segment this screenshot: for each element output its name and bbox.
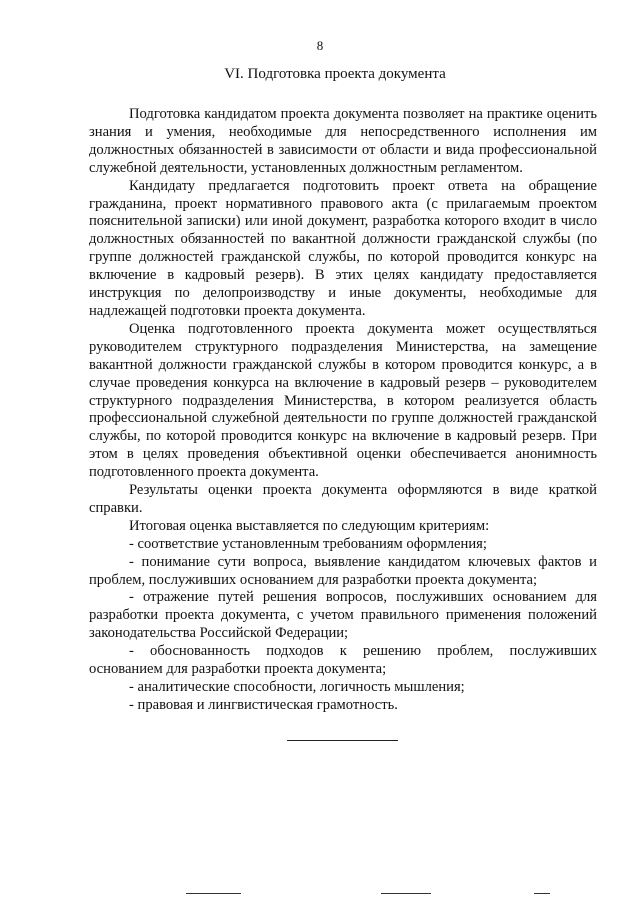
criterion-3: - отражение путей решения вопросов, послуживших основанием для разработки проекта документа, с учетом правильного применения положений законодательства Российской Федерации; xyxy=(89,589,597,642)
criterion-1: - соответствие установленным требованиям оформления; xyxy=(129,535,487,552)
page-number: 8 xyxy=(316,38,324,53)
scan-artifact xyxy=(381,893,431,894)
paragraph-1: Подготовка кандидатом проекта документа позволяет на практике оценить знания и умения, необходимые для непосредственного исполнения им должностных обязанностей в зависимости от области и вида профессиональной служебной деятельности, установленных должностным регламентом. xyxy=(89,106,597,176)
scan-artifact xyxy=(534,893,550,894)
paragraph-4: Результаты оценки проекта документа оформляются в виде краткой справки. xyxy=(89,482,597,516)
paragraph-3: Оценка подготовленного проекта документа может осуществляться руководителем структурного подразделения Министерства, на замещение вакантной должности гражданской службы в котором проводится конкурс, а в случае проведения конкурса на включение в кадровый резерв – руководителем структурного подразделения Министерства, в котором реализуется область профессиональной служебной деятельности по группе должностей гражданской службы, по которой проводится конкурс на включение в кадровый резерв. При этом в целях проведения объективной оценки обеспечивается анонимность подготовленного проекта документа. xyxy=(89,320,597,481)
criterion-6: - правовая и лингвистическая грамотность. xyxy=(129,696,398,713)
scan-artifact xyxy=(186,893,241,894)
criterion-4: - обоснованность подходов к решению проблем, послуживших основанием для разработки проекта документа; xyxy=(89,643,597,678)
end-rule xyxy=(287,740,398,741)
section-title: VI. Подготовка проекта документа xyxy=(224,66,446,82)
criterion-2: - понимание сути вопроса, выявление кандидатом ключевых фактов и проблем, послуживших основанием для разработки проекта документа; xyxy=(89,553,597,588)
paragraph-2: Кандидату предлагается подготовить проект ответа на обращение гражданина, проект нормативного правового акта (с прилагаемым проектом пояснительной записки) или иной документ, разработка которого входит в число должностных обязанностей по вакантной должности гражданской службы (по группе должностей гражданской службы, по которой проводится конкурс на включение в кадровый резерв). В этих целях кандидату предоставляется инструкция по делопроизводству и иные документы, необходимые для надлежащей подготовки проекта документа. xyxy=(89,177,597,319)
paragraph-5: Итоговая оценка выставляется по следующим критериям: xyxy=(129,517,490,534)
document-body xyxy=(89,106,597,715)
criterion-5: - аналитические способности, логичность мышления; xyxy=(129,679,465,695)
